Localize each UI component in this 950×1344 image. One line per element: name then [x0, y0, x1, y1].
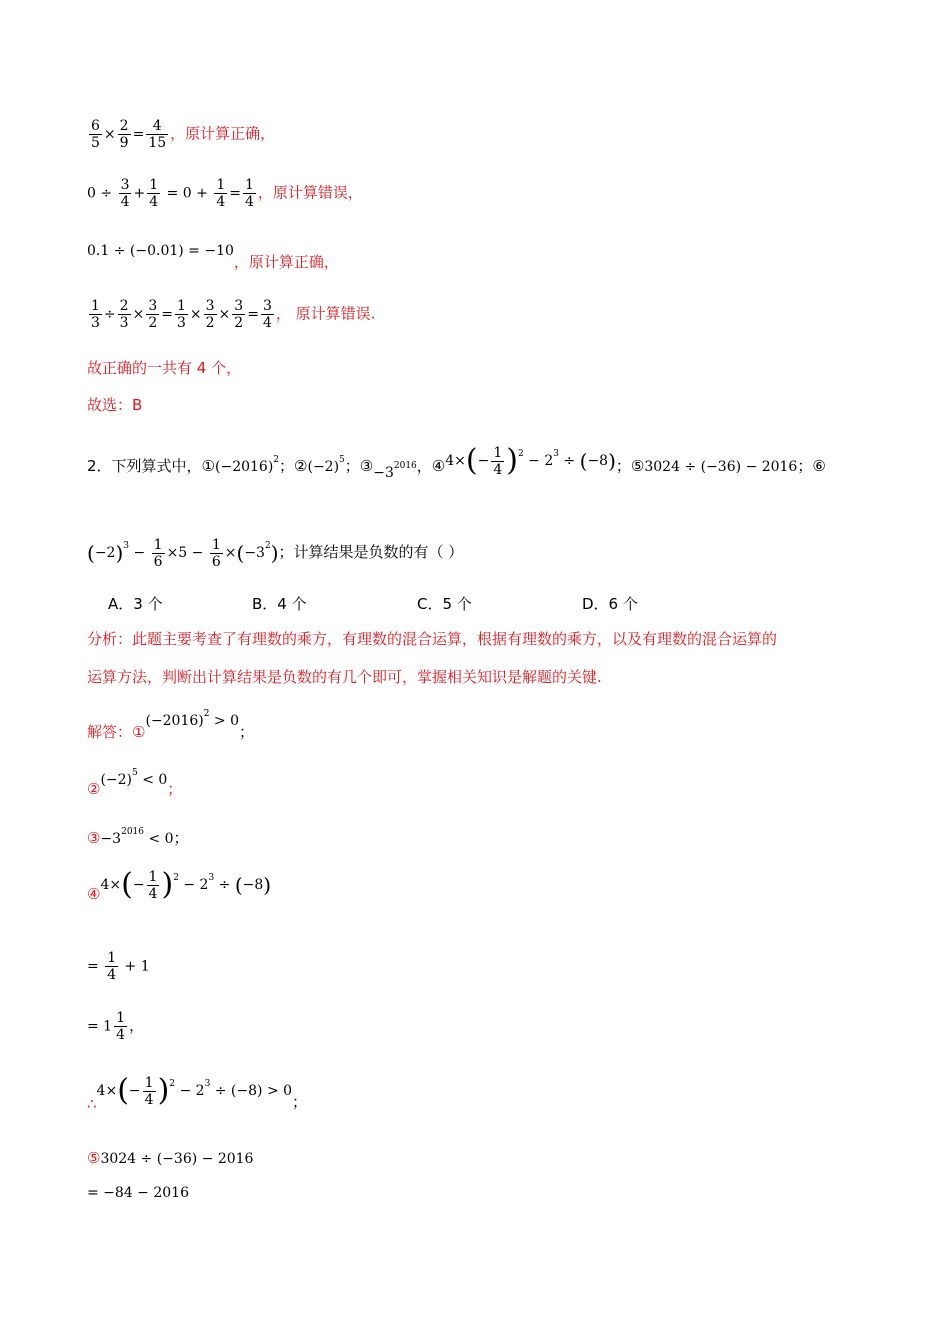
option-c[interactable]: C．5 个 [417, 595, 472, 613]
fraction: $\frac{4}{15}$ [148, 118, 167, 151]
calc-line-4: $\frac{1}{3}$ ÷ $\frac{2}{3}$ × $\frac{3}{2}$ = $\frac{1}{3}$ × $\frac{3}{2}$ × $\frac{3}{2}$ = $\frac{3}{4}$ ， 原计算错误. [91, 298, 376, 331]
calc-line-2: 0 ÷ $\frac{3}{4}$ + $\frac{1}{4}$ = 0 + $\frac{1}{4}$ = $\frac{1}{4}$ ，原计算错误， [87, 177, 363, 210]
comment-text: ，原计算正确， [233, 253, 339, 271]
solution-step-5b: = −84 − 2016 [87, 1185, 189, 1201]
comment-text: ， 原计算错误. [275, 304, 376, 323]
option-b[interactable]: B．4 个 [252, 595, 307, 613]
option-d[interactable]: D．6 个 [582, 595, 638, 613]
answer-choice: 故选：B [87, 396, 143, 414]
solution-step-2: $②(-2)^5 < 0$； [87, 768, 183, 798]
question-2-line-1: 2．下列算式中，$①(-2016)^2$；$②(-2)^5$；$③-3^{2016}$，④4×(− $\frac{1}{4}$ )$^2 - 2^3 \div (-8)$；⑤3024 ÷ (−36) − 2016；⑥ [87, 443, 826, 481]
fraction: $\frac{6}{5}$ [91, 118, 100, 151]
question-2-line-2: $(-2)^3$ − $\frac{1}{6}$ ×5 − $\frac{1}{6}$ $\times(-3^2)$；计算结果是负数的有（ ） [87, 536, 464, 570]
analysis-line-1: 分析：此题主要考查了有理数的乘方，有理数的混合运算，根据有理数的乘方，以及有理数的混合运算的 [87, 630, 778, 648]
therefore-symbol: ∴ [87, 1095, 97, 1113]
solution-step-4c: = 1 $\frac{1}{4}$ ， [87, 1010, 145, 1043]
calc-line-3 [87, 240, 339, 271]
solution-step-5: ⑤3024 ÷ (−36) − 2016 [87, 1149, 254, 1167]
solution-step-4: ④4×(− $\frac{1}{4}$ )$^2 - 2^3 \div (-8)$ [87, 867, 272, 903]
option-a[interactable]: A．3 个 [108, 595, 163, 613]
comment-text: ，原计算正确， [170, 124, 276, 143]
solution-step-4b: = $\frac{1}{4}$ + 1 [87, 950, 150, 983]
question-number: 2． [87, 457, 112, 475]
calc-line-1: $\frac{6}{5}$ × $\frac{2}{9}$ = $\frac{4}{15}$ ，原计算正确， [91, 118, 276, 151]
solution-step-3: $③-3^{2016} < 0$； [87, 827, 189, 847]
math-expression: 0.1 ÷ (−0.01) = −10 [87, 243, 234, 259]
comment-text: ，原计算错误， [257, 183, 363, 202]
fraction: $\frac{2}{9}$ [119, 118, 129, 151]
analysis-line-2: 运算方法，判断出计算结果是负数的有几个即可，掌握相关知识是解题的关键. [87, 668, 602, 686]
solution-step-1: 解答：$①(-2016)^2 > 0$； [87, 709, 255, 741]
solution-step-4d: ∴4×(− $\frac{1}{4}$ )$^2 - 2^3 \div (-8) > 0$； [87, 1073, 308, 1113]
conclusion-count: 故正确的一共有 4 个， [87, 359, 242, 377]
